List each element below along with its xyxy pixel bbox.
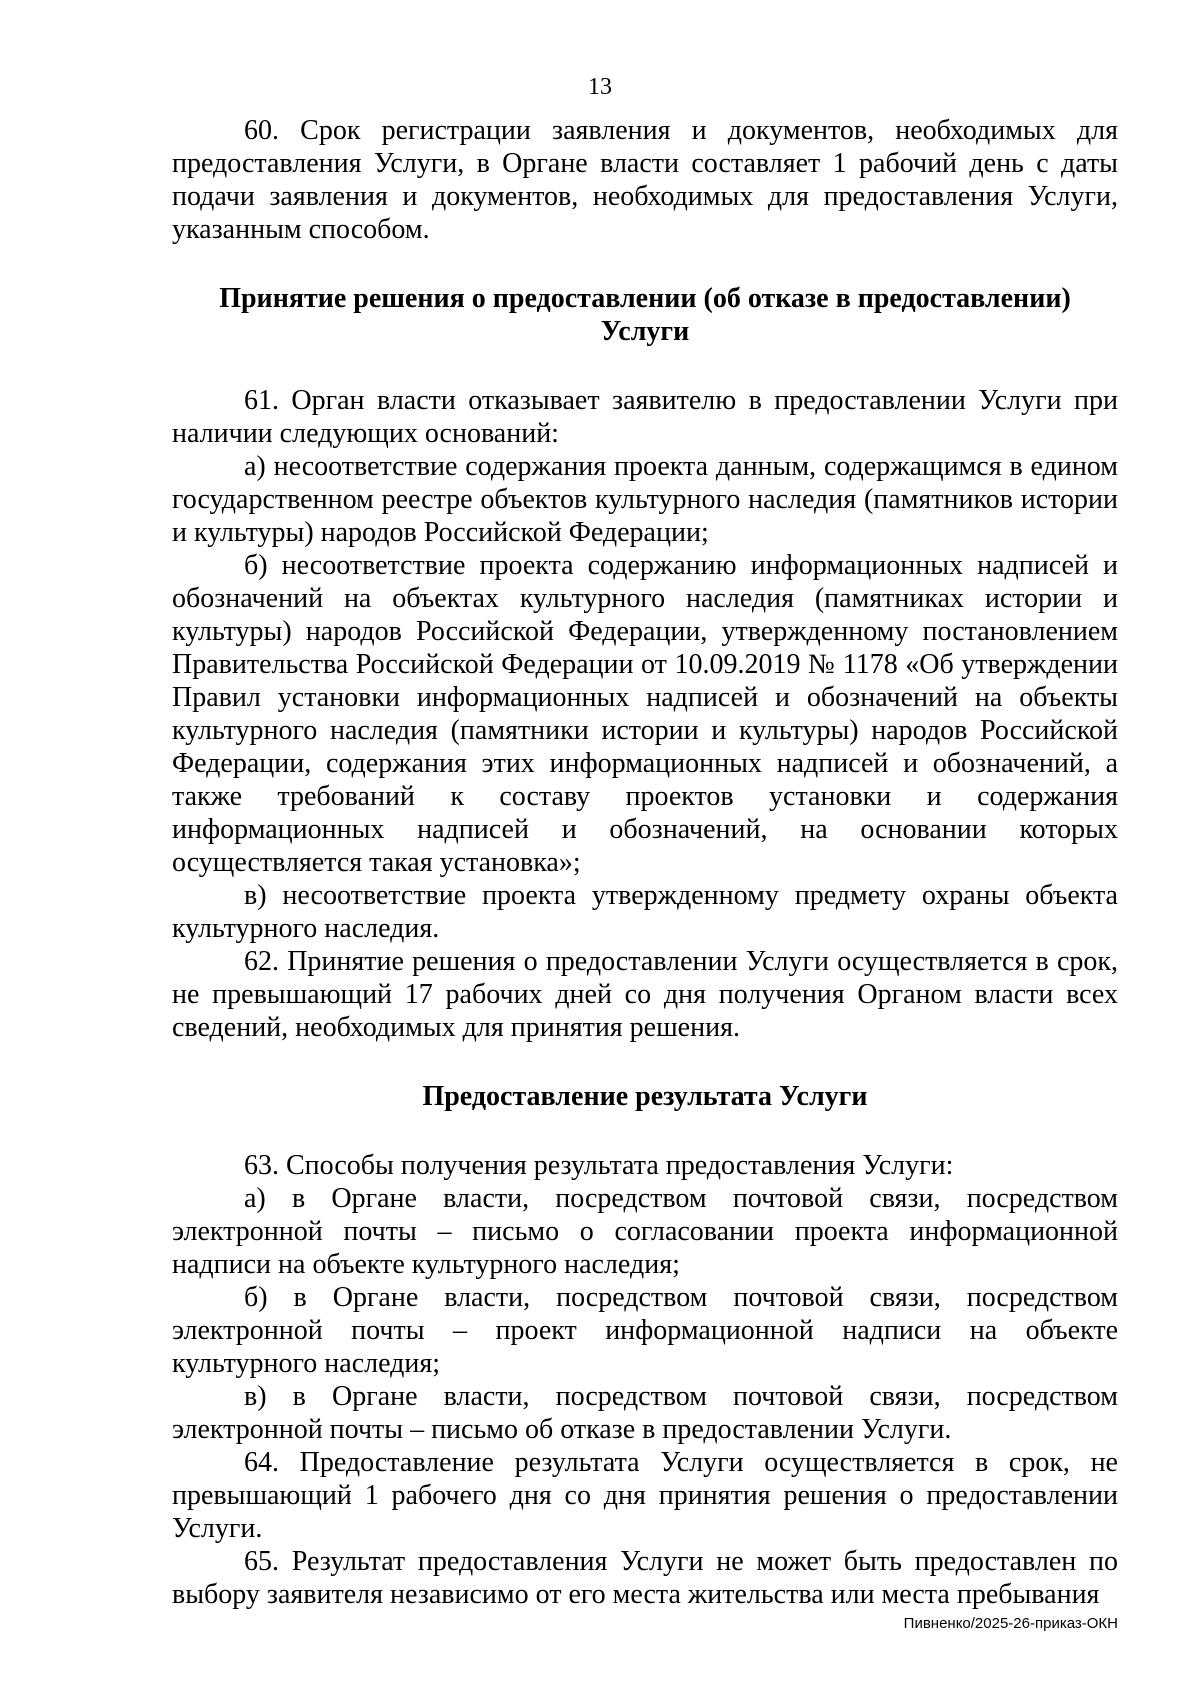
paragraph-63-b: б) в Органе власти, посредством почтовой связи, посредством электронной почты – проект информационной надписи на объекте культурного наследия; xyxy=(172,1282,1118,1379)
paragraph-65: 65. Результат предоставления Услуги не может быть предоставлен по выбору заявителя независимо от его места жительства или места пребывания xyxy=(172,1546,1118,1610)
document-body xyxy=(172,114,1118,1611)
paragraph-61-v: в) несоответствие проекта утвержденному предмету охраны объекта культурного наследия. xyxy=(172,880,1118,944)
paragraph-61-a: а) несоответствие содержания проекта данным, содержащимся в едином государственном реестре объектов культурного наследия (памятников истории и культуры) народов Российской Федерации; xyxy=(172,451,1118,548)
section-heading-result: Предоставление результата Услуги xyxy=(422,1081,868,1112)
paragraph-62: 62. Принятие решения о предоставлении Услуги осуществляется в срок, не превышающий 17 рабочих дней со дня получения Органом власти всех сведений, необходимых для принятия решения. xyxy=(172,946,1118,1043)
section-heading-decision: Принятие решения о предоставлении (об отказе в предоставлении) Услуги xyxy=(219,283,1071,347)
paragraph-63-v: в) в Органе власти, посредством почтовой связи, посредством электронной почты – письмо об отказе в предоставлении Услуги. xyxy=(172,1381,1118,1445)
paragraph-63: 63. Способы получения результата предоставления Услуги: xyxy=(244,1150,954,1181)
paragraph-63-a: а) в Органе власти, посредством почтовой связи, посредством электронной почты – письмо о согласовании проекта информационной надписи на объекте культурного наследия; xyxy=(172,1183,1118,1280)
paragraph-61: 61. Орган власти отказывает заявителю в предоставлении Услуги при наличии следующих оснований: xyxy=(172,385,1118,449)
page-number: 13 xyxy=(588,74,612,100)
paragraph-60: 60. Срок регистрации заявления и документов, необходимых для предоставления Услуги, в Органе власти составляет 1 рабочий день с даты подачи заявления и документов, необходимых для предоставления Услуги, указанным способом. xyxy=(172,115,1118,245)
paragraph-64: 64. Предоставление результата Услуги осуществляется в срок, не превышающий 1 рабочего дня со дня принятия решения о предоставлении Услуги. xyxy=(172,1447,1118,1544)
paragraph-61-b: б) несоответствие проекта содержанию информационных надписей и обозначений на объектах культурного наследия (памятниках истории и культуры) народов Российской Федерации, утвержденному постановлением Правительства Российской Федерации от 10.09.2019 № 1178 «Об утверждении Правил установки информационных надписей и обозначений на объекты культурного наследия (памятники истории и культуры) народов Российской Федерации, содержания этих информационных надписей и обозначений, а также требований к составу проектов установки и содержания информационных надписей и обозначений, на основании которых осуществляется такая установка»; xyxy=(172,550,1118,878)
document-footer-code: Пивненко/2025-26-приказ-ОКН xyxy=(903,1615,1118,1632)
